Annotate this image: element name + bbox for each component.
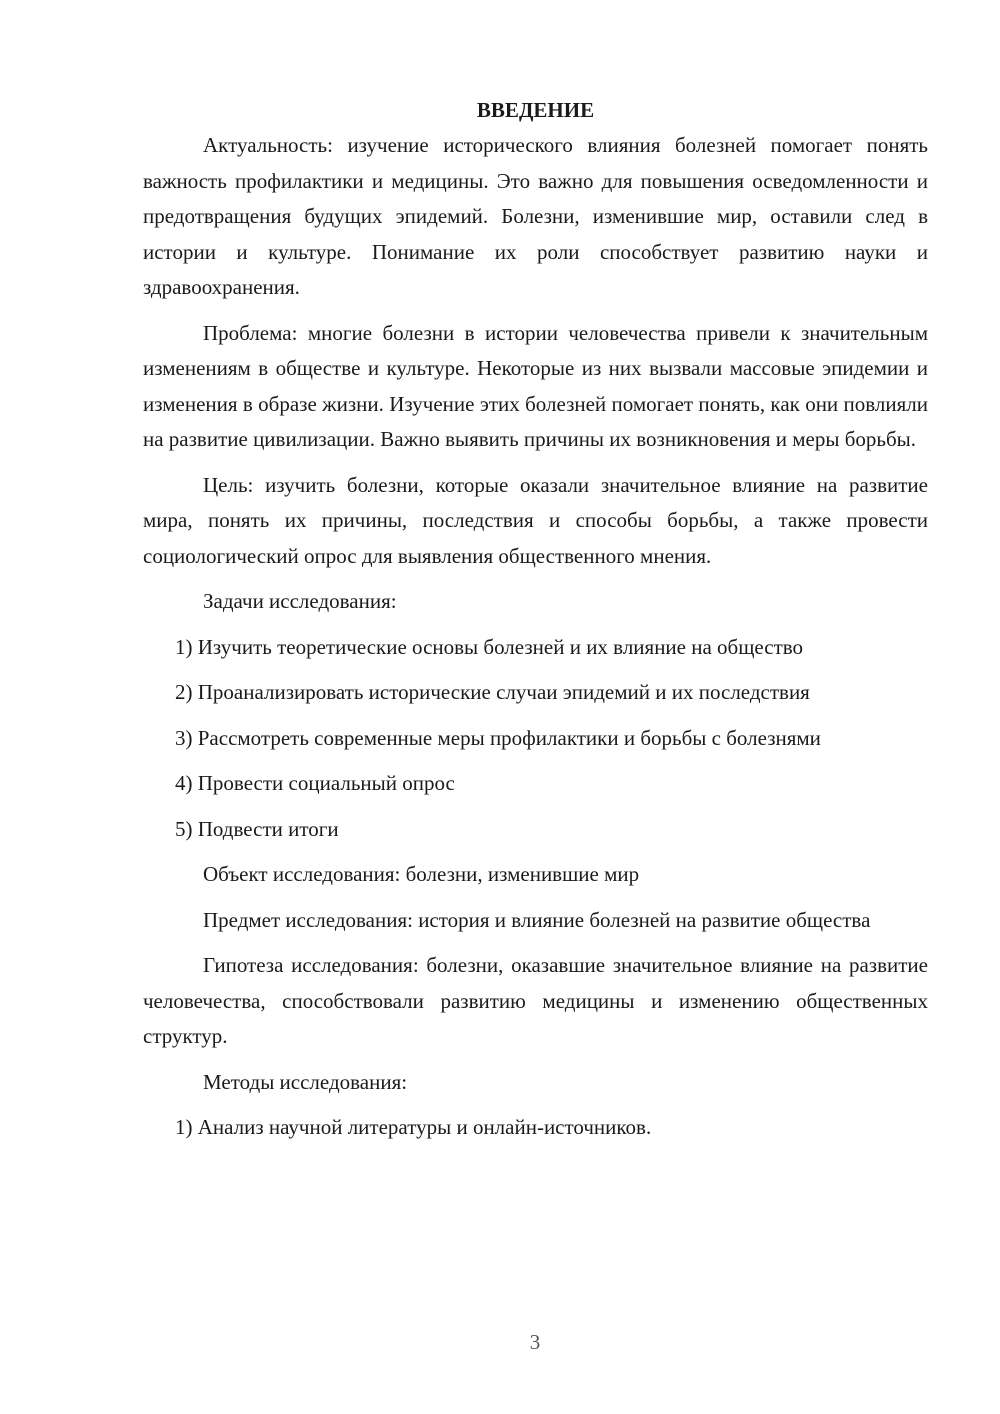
- methods-heading: Методы исследования:: [203, 1069, 408, 1094]
- document-page: [143, 92, 928, 1156]
- task-item-3: 3) Рассмотреть современные меры профилактики и борьбы с болезнями: [175, 725, 821, 750]
- paragraph-problem: Проблема: многие болезни в истории человечества привели к значительным изменениям в обществе и культуре. Некоторые из них вызвали массовые эпидемии и изменения в образе жизни. Изучение этих болезней помогает понять, как они повлияли на развитие цивилизации. Важно выявить причины их возникновения и меры борьбы.: [143, 320, 928, 451]
- task-item-5: 5) Подвести итоги: [175, 816, 339, 841]
- page-title: ВВЕДЕНИЕ: [476, 98, 595, 122]
- tasks-heading: Задачи исследования:: [203, 589, 397, 613]
- paragraph-relevance: Актуальность: изучение исторического влияния болезней помогает понять важность профилактики и медицины. Это важно для повышения осведомленности и предотвращения будущих эпидемий. Болезни, изменившие мир, оставили след в истории и культуре. Понимание их роли способствует развитию науки и здравоохранения.: [143, 133, 928, 299]
- paragraph-hypothesis: Гипотеза исследования: болезни, оказавшие значительное влияние на развитие человечества, способствовали развитию медицины и изменению общественных структур.: [143, 953, 928, 1048]
- page-number: 3: [529, 1330, 541, 1354]
- task-item-2: 2) Проанализировать исторические случаи эпидемий и их последствия: [175, 680, 810, 704]
- method-item-1: 1) Анализ научной литературы и онлайн-источников.: [175, 1115, 652, 1139]
- task-item-4: 4) Провести социальный опрос: [175, 771, 455, 795]
- paragraph-object: Объект исследования: болезни, изменившие мир: [203, 862, 640, 886]
- paragraph-subject: Предмет исследования: история и влияние болезней на развитие общества: [203, 907, 871, 932]
- task-item-1: 1) Изучить теоретические основы болезней и их влияние на общество: [175, 634, 804, 659]
- paragraph-goal: Цель: изучить болезни, которые оказали значительное влияние на развитие мира, понять их причины, последствия и способы борьбы, а также провести социологический опрос для выявления общественного мнения.: [143, 472, 928, 568]
